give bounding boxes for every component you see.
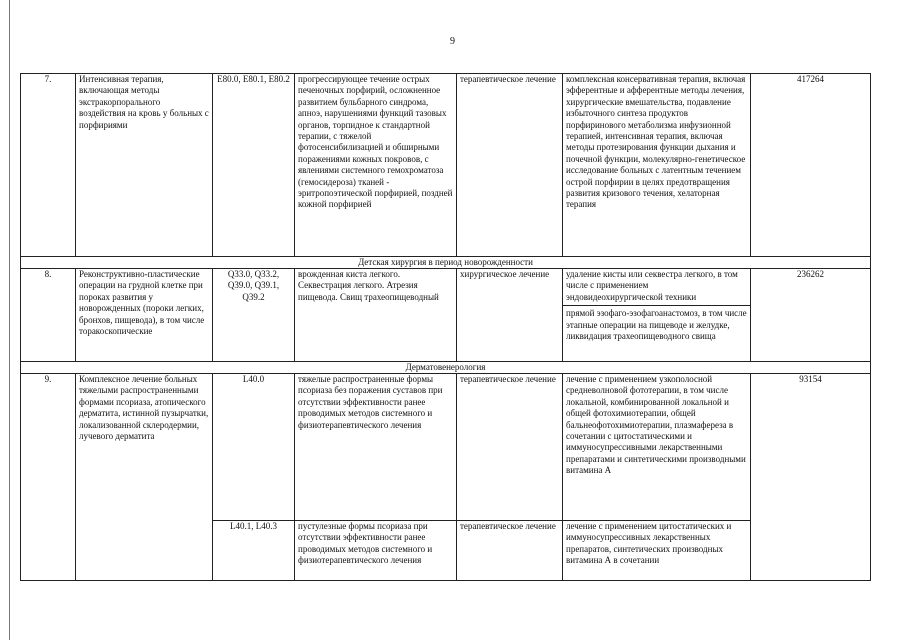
section-title: Дерматовенерология <box>21 362 871 374</box>
row-number: 8. <box>21 269 76 362</box>
financial-norm: 417264 <box>751 74 871 257</box>
section-header-dermatology <box>21 362 871 374</box>
row-number: 9. <box>21 374 76 581</box>
medical-care-table <box>20 73 871 581</box>
icd-codes: E80.0, E80.1, E80.2 <box>213 74 295 257</box>
treatment-type: терапевтическое лечение <box>457 521 563 581</box>
patient-model: прогрессирующее течение острых печеночных порфирий, осложненное развитием бульбарного синдрома, апноэ, нарушениями функций тазовых органов, торпидное к стандартной терапии, с тяжелой фотосенсибилизацией и обширными поражениями кожных покровов, с явлениями системного гемохроматоза (гемосидероза) тканей - эритропоэтической порфирией, поздней кожной порфирией <box>295 74 457 257</box>
section-title: Детская хирургия в период новорожденности <box>21 257 871 269</box>
patient-model: врожденная киста легкого. Секвестрация легкого. Атрезия пищевода. Свищ трахеопищеводный <box>295 269 457 362</box>
care-type-name: Реконструктивно-пластические операции на грудной клетке при пороках развития у новорожденных (пороки легких, бронхов, пищевода), в том числе торакоскопические <box>76 269 213 362</box>
section-header-neonatal-surgery <box>21 257 871 269</box>
treatment-method: лечение с применением узкополосной средневолновой фототерапии, в том числе локальной, комбинированной локальной и общей фотохимиотерапии, общей бальнеофотохимиотерапии, плазмафереза в сочетании с цитостатическими и иммуносупрессивными лекарственными препаратами и синтетическими производными витамина А <box>563 374 751 521</box>
treatment-method: лечение с применением цитостатических и иммуносупрессивных лекарственных препаратов, синтетических производных витамина А в сочетании <box>563 521 751 581</box>
page-edge-rule <box>9 0 10 640</box>
page-number: 9 <box>450 36 455 47</box>
table-row-7 <box>21 74 871 257</box>
table-row-9 <box>21 374 871 521</box>
treatment-method-a: удаление кисты или секвестра легкого, в том числе с применением эндовидеохирургической техники <box>566 269 738 302</box>
treatment-method: комплексная консервативная терапия, включая эфферентные и афферентные методы лечения, хирургические вмешательства, подавление избыточного синтеза продуктов порфиринового метаболизма инфузионной терапией, интенсивная терапия, включая методы протезирования функции дыхания и почечной функции, молекулярно-генетическое исследование больных с латентным течением острой порфирии в целях предотвращения развития кризового течения, хелаторная терапия <box>563 74 751 257</box>
care-type-name: Интенсивная терапия, включающая методы экстракорпорального воздействия на кровь у больных с порфириями <box>76 74 213 257</box>
care-type-name: Комплексное лечение больных тяжелыми распространенными формами псориаза, атопического дерматита, истинной пузырчатки, локализованной склеродермии, лучевого дерматита <box>76 374 213 581</box>
treatment-type: хирургическое лечение <box>457 269 563 362</box>
patient-model: пустулезные формы псориаза при отсутствии эффективности ранее проводимых методов системного и физиотерапевтического лечения <box>295 521 457 581</box>
treatment-method-b: прямой эзофаго-эзофагоанастомоз, в том числе этапные операции на пищеводе и желудке, ликвидация трахеопищеводного свища <box>563 305 750 342</box>
treatment-type: терапевтическое лечение <box>457 374 563 521</box>
icd-codes: L40.1, L40.3 <box>213 521 295 581</box>
treatment-type: терапевтическое лечение <box>457 74 563 257</box>
row-number: 7. <box>21 74 76 257</box>
patient-model: тяжелые распространенные формы псориаза без поражения суставов при отсутствии эффективности ранее проводимых методов системного и физиотерапевтического лечения <box>295 374 457 521</box>
icd-codes: Q33.0, Q33.2, Q39.0, Q39.1, Q39.2 <box>213 269 295 362</box>
icd-codes: L40.0 <box>213 374 295 521</box>
financial-norm: 93154 <box>751 374 871 581</box>
table-row-8 <box>21 269 871 362</box>
financial-norm: 236262 <box>751 269 871 362</box>
treatment-method <box>563 269 751 362</box>
